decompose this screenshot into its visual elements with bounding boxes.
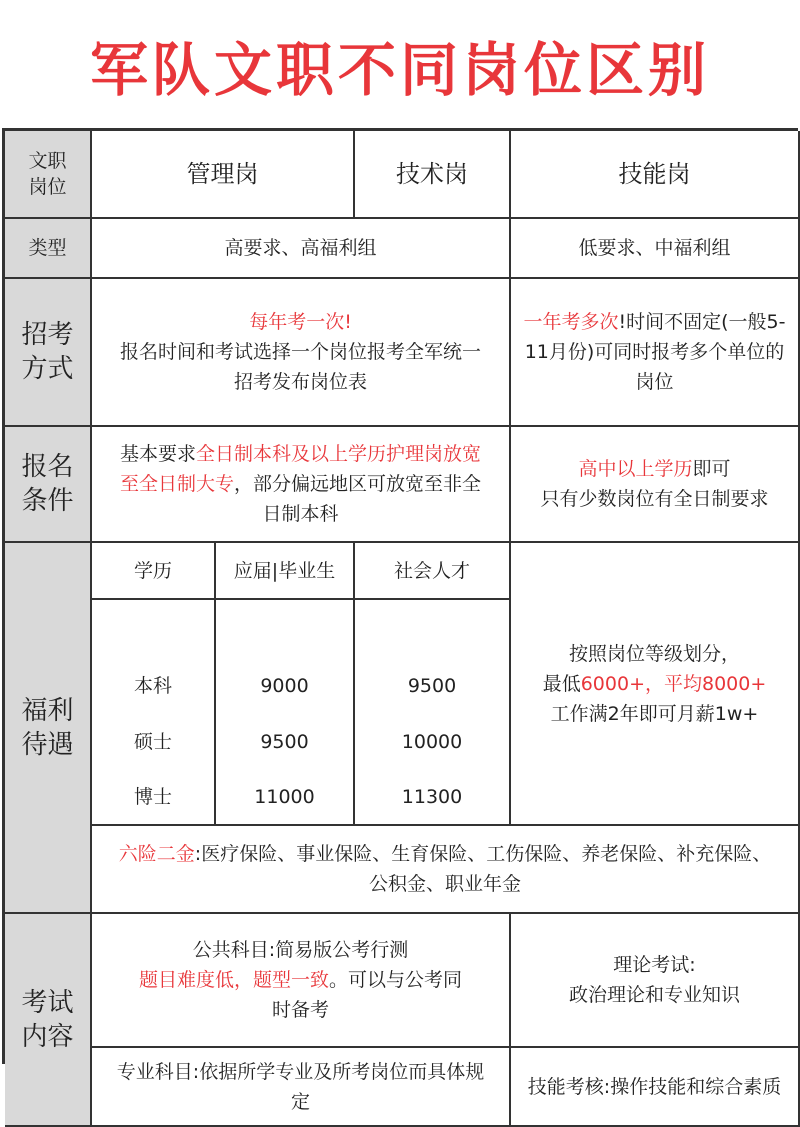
welfare-row-master-social: 10000 (355, 714, 511, 770)
skill-assessment-text: 技能考核:操作技能和综合素质 (527, 1075, 782, 1098)
welfare-row-master-graduate: 9500 (216, 714, 355, 770)
exam-method-label: 招考 方式 (5, 279, 92, 427)
technical-header: 技术岗 (355, 131, 511, 219)
welfare-row-bachelor-label: 本科 (92, 658, 216, 714)
exam-method-right-text: !时间不固定(一般5-11月份)可同时报考多个单位的岗位 (524, 311, 786, 393)
registration-right-highlight: 高中以上学历 (578, 458, 693, 480)
type-left: 高要求、高福利组 (92, 219, 511, 279)
public-subject-highlight: 题目难度低，题型一致 (138, 969, 329, 991)
public-subject (92, 914, 511, 1048)
skilled-header: 技能岗 (511, 131, 800, 219)
insurance-text: :医疗保险、事业保险、生育保险、工伤保险、养老保险、补充保险、公积金、职业年金 (194, 843, 772, 895)
registration-left-pre: 基本要求 (119, 443, 196, 465)
type-right: 低要求、中福利组 (511, 219, 800, 279)
skill-assessment (511, 1048, 800, 1127)
welfare-right (511, 543, 800, 826)
welfare-spacer (355, 600, 511, 658)
professional-subject (92, 1048, 511, 1127)
welfare-col-education: 学历 (92, 543, 216, 600)
welfare-row-bachelor-graduate: 9000 (216, 658, 355, 714)
registration-right (511, 427, 800, 543)
professional-subject-text: 专业科目:依据所学专业及所考岗位而具体规定 (116, 1060, 485, 1113)
registration-right-line2: 只有少数岗位有全日制要求 (540, 488, 769, 510)
welfare-right-pre: 最低 (542, 672, 581, 695)
welfare-row-doctor-graduate: 11000 (216, 770, 355, 826)
exam-method-right-highlight: 一年考多次 (523, 311, 619, 333)
exam-method-left (92, 279, 511, 427)
exam-method-left-highlight: 每年考一次! (249, 311, 352, 333)
type-label: 类型 (5, 219, 92, 279)
insurance-highlight: 六险二金 (118, 843, 195, 865)
welfare-spacer (92, 600, 216, 658)
welfare-spacer (216, 600, 355, 658)
management-header: 管理岗 (92, 131, 355, 219)
welfare-row-doctor-label: 博士 (92, 770, 216, 826)
registration-right-post: 即可 (692, 458, 731, 480)
welfare-row-master-label: 硕士 (92, 714, 216, 770)
exam-method-left-text: 报名时间和考试选择一个岗位报考全军统一招考发布岗位表 (120, 341, 482, 393)
welfare-row-bachelor-social: 9500 (355, 658, 511, 714)
theory-exam: 理论考试: 政治理论和专业知识 (511, 914, 800, 1048)
registration-left (92, 427, 511, 543)
welfare-right-line1: 按照岗位等级划分， (568, 642, 740, 665)
welfare-row-doctor-social: 11300 (355, 770, 511, 826)
page-title: 军队文职不同岗位区别 (89, 36, 710, 104)
insurance-row (92, 826, 800, 914)
registration-left-post: ，部分偏远地区可放宽至非全日制本科 (234, 473, 482, 525)
public-subject-post: 。可以与公考同时备考 (271, 969, 463, 1021)
corner-header: 文职 岗位 (5, 131, 92, 219)
exam-content-label: 考试 内容 (5, 914, 92, 1127)
exam-method-right (511, 279, 800, 427)
welfare-col-graduate: 应届|毕业生 (216, 543, 355, 600)
welfare-right-highlight: 6000+，平均8000+ (580, 672, 767, 695)
welfare-col-social: 社会人才 (355, 543, 511, 600)
registration-label: 报名 条件 (5, 427, 92, 543)
welfare-right-line3: 工作满2年即可月薪1w+ (550, 702, 759, 725)
registration-left-highlight: 全日制本科及以上学历护理岗放宽至全日制大专 (119, 443, 482, 495)
public-subject-line1: 公共科目:简易版公考行测 (192, 939, 409, 961)
welfare-label: 福利 待遇 (5, 543, 92, 914)
comparison-table (2, 128, 798, 1113)
